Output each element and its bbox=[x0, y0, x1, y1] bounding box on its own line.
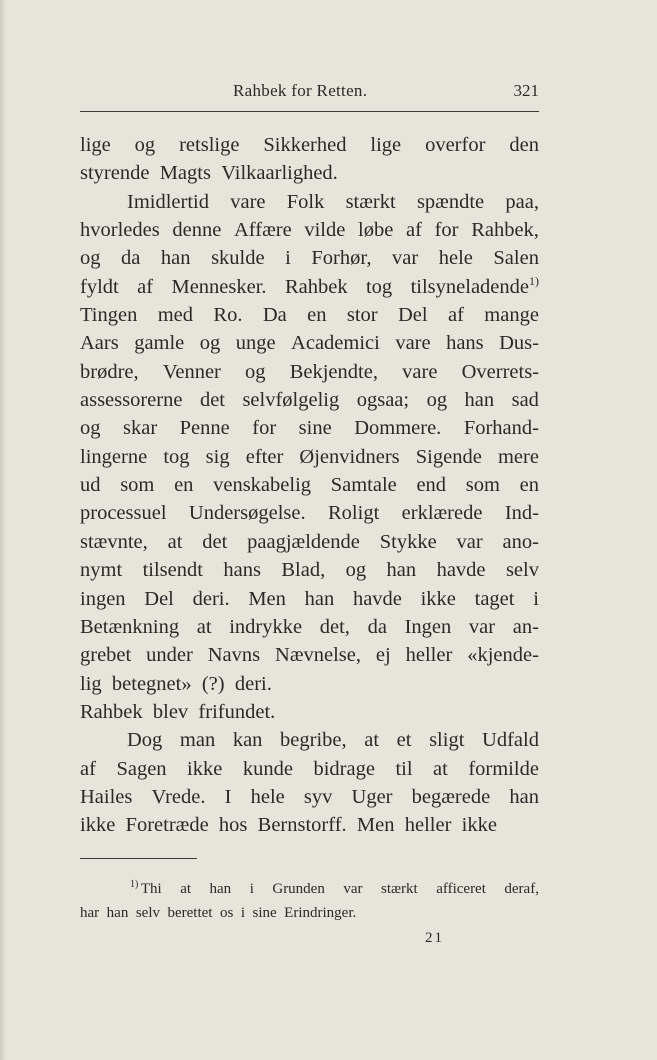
word: Rahbek bbox=[80, 700, 143, 723]
word: processuel bbox=[80, 502, 167, 525]
word: Uger bbox=[351, 785, 393, 808]
text-line bbox=[80, 585, 539, 613]
text-line bbox=[80, 811, 539, 839]
word: Imidlertid bbox=[127, 190, 209, 213]
text-line bbox=[80, 188, 539, 216]
word: Hailes bbox=[80, 785, 133, 808]
word: ikke bbox=[420, 587, 456, 610]
text-line bbox=[80, 358, 539, 386]
word: spændte bbox=[416, 190, 485, 213]
word: syv bbox=[303, 785, 333, 808]
word: paagjældende bbox=[247, 530, 360, 553]
word: et bbox=[396, 729, 412, 752]
header-rule bbox=[80, 111, 539, 112]
word: vare bbox=[395, 332, 431, 355]
word: nymt bbox=[80, 559, 123, 582]
word: stærkt bbox=[345, 190, 396, 213]
word: i bbox=[240, 905, 245, 921]
word: tilsendt bbox=[142, 559, 203, 582]
word: ogsaa; bbox=[356, 389, 410, 412]
word: Navns bbox=[207, 644, 261, 667]
word: indrykke bbox=[229, 615, 303, 638]
word: taget bbox=[474, 587, 515, 610]
word: begærede bbox=[411, 785, 491, 808]
text-line bbox=[80, 329, 539, 357]
word: hans bbox=[446, 332, 484, 355]
word: Folk bbox=[286, 190, 325, 213]
word: Rahbek, bbox=[471, 219, 539, 242]
word: han bbox=[106, 905, 129, 921]
word: Erindringer. bbox=[284, 905, 357, 921]
word: Ind- bbox=[504, 502, 539, 525]
word: da bbox=[121, 247, 141, 270]
word: Foretræde bbox=[125, 814, 209, 837]
word: en bbox=[174, 474, 194, 497]
word: ano- bbox=[502, 530, 539, 553]
word: Vilkaarlighed. bbox=[221, 162, 338, 185]
word: ej bbox=[375, 644, 391, 667]
word: sine bbox=[298, 417, 332, 440]
word: at bbox=[196, 615, 212, 638]
word: som bbox=[465, 474, 500, 497]
word: Forhør, bbox=[311, 247, 372, 270]
word: Stykke bbox=[379, 530, 437, 553]
word: han bbox=[160, 247, 191, 270]
word: Magts bbox=[159, 162, 211, 185]
word: brødre, bbox=[80, 360, 139, 383]
word: Overrets- bbox=[461, 360, 539, 383]
word: os bbox=[219, 905, 234, 921]
word: det, bbox=[319, 615, 350, 638]
word: kunde bbox=[242, 757, 293, 780]
word: hos bbox=[218, 814, 248, 837]
word: selvfølgelig bbox=[242, 389, 340, 412]
word: blev bbox=[152, 700, 189, 723]
word: stærkt bbox=[381, 881, 418, 897]
word: med bbox=[157, 304, 194, 327]
word: fyldt bbox=[80, 275, 119, 298]
word: af bbox=[137, 275, 154, 298]
word: vilde bbox=[304, 219, 346, 242]
word: han bbox=[386, 559, 417, 582]
word: Grunden bbox=[272, 881, 325, 897]
body-text bbox=[80, 131, 539, 840]
word: I bbox=[224, 785, 232, 808]
footnote-ref: 1) bbox=[529, 273, 539, 288]
word: Ro. bbox=[213, 304, 243, 327]
word: og bbox=[199, 332, 221, 355]
word: Dus- bbox=[499, 332, 539, 355]
word: Da bbox=[262, 304, 287, 327]
word: paa, bbox=[505, 190, 539, 213]
word: Blad, bbox=[281, 559, 326, 582]
word: hele bbox=[250, 785, 285, 808]
word: erklærede bbox=[401, 502, 483, 525]
text-line bbox=[80, 670, 539, 698]
word: gamle bbox=[134, 332, 185, 355]
footnote-rule bbox=[80, 858, 197, 859]
word: Bekjendte, bbox=[289, 360, 378, 383]
word: deri. bbox=[234, 672, 272, 695]
text-line bbox=[80, 726, 539, 754]
word: lingerne bbox=[80, 445, 148, 468]
word: grebet bbox=[80, 644, 132, 667]
page-number: 321 bbox=[513, 81, 539, 100]
word: Ingen bbox=[404, 615, 452, 638]
word: Tingen bbox=[80, 304, 138, 327]
word: skulde bbox=[211, 247, 265, 270]
word: var bbox=[392, 247, 419, 270]
word: styrende bbox=[80, 162, 150, 185]
word: Men bbox=[356, 814, 395, 837]
text-line bbox=[80, 301, 539, 329]
word: Sigende bbox=[415, 445, 482, 468]
word: og bbox=[80, 247, 101, 270]
word: som bbox=[120, 474, 155, 497]
word: Academici bbox=[291, 332, 380, 355]
word: berettet bbox=[167, 905, 213, 921]
text-line bbox=[80, 613, 539, 641]
word: (?) bbox=[201, 672, 225, 695]
text-line bbox=[80, 273, 539, 301]
word: hans bbox=[223, 559, 261, 582]
word: af bbox=[447, 304, 464, 327]
word: og bbox=[80, 417, 101, 440]
word: Udfald bbox=[482, 729, 539, 752]
word: under bbox=[146, 644, 193, 667]
word: for bbox=[434, 219, 459, 242]
word: heller bbox=[404, 814, 452, 837]
word: mange bbox=[484, 304, 539, 327]
word: til bbox=[395, 757, 413, 780]
word: da bbox=[367, 615, 387, 638]
footnote-line bbox=[80, 901, 539, 925]
word: Del bbox=[397, 304, 428, 327]
text-line bbox=[80, 443, 539, 471]
word: an- bbox=[512, 615, 539, 638]
word: havde bbox=[352, 587, 402, 610]
text-line bbox=[80, 783, 539, 811]
word: Sikkerhed bbox=[263, 134, 347, 156]
word: efter bbox=[245, 445, 284, 468]
word: deri. bbox=[192, 587, 230, 610]
text-line bbox=[80, 499, 539, 527]
word: vare bbox=[402, 360, 438, 383]
footnotes bbox=[80, 877, 539, 925]
word: Affære bbox=[234, 219, 292, 242]
text-line bbox=[80, 471, 539, 499]
page-edge bbox=[0, 0, 6, 1060]
word: hele bbox=[438, 247, 473, 270]
word: han bbox=[304, 587, 335, 610]
word: tog bbox=[163, 445, 190, 468]
word: var bbox=[456, 530, 483, 553]
word: Dommere. bbox=[354, 417, 442, 440]
word: denne bbox=[172, 219, 222, 242]
word: en bbox=[519, 474, 539, 497]
text-line bbox=[80, 755, 539, 783]
word: Betænkning bbox=[80, 615, 180, 638]
text-line bbox=[80, 131, 539, 159]
word: at bbox=[433, 757, 448, 780]
footnote-line bbox=[80, 877, 539, 901]
word: sad bbox=[511, 389, 539, 412]
word: Samtale bbox=[330, 474, 397, 497]
word: af bbox=[406, 219, 422, 242]
word: han bbox=[209, 881, 232, 897]
word: lige bbox=[370, 134, 402, 156]
word: den bbox=[509, 134, 539, 156]
word: selv bbox=[505, 559, 539, 582]
word: ingen bbox=[80, 587, 126, 610]
word: det bbox=[202, 530, 228, 553]
word: og bbox=[426, 389, 448, 412]
word: i bbox=[285, 247, 291, 270]
word: skar bbox=[123, 417, 158, 440]
word: at bbox=[180, 881, 192, 897]
word: kan bbox=[232, 729, 263, 752]
word: i bbox=[533, 587, 539, 610]
word: frifundet. bbox=[198, 700, 276, 723]
text-line bbox=[80, 528, 539, 556]
word: ikke bbox=[461, 814, 497, 837]
word: retslige bbox=[179, 134, 240, 156]
word: bidrage bbox=[313, 757, 375, 780]
word: unge bbox=[235, 332, 276, 355]
word: han bbox=[509, 785, 539, 808]
word: var bbox=[468, 615, 496, 638]
word: og bbox=[134, 134, 156, 156]
word: for bbox=[252, 417, 277, 440]
word: Salen bbox=[493, 247, 539, 270]
word: Del bbox=[144, 587, 174, 610]
word: Aars bbox=[80, 332, 119, 355]
word: ikke bbox=[80, 814, 116, 837]
word: ikke bbox=[187, 757, 223, 780]
word: hvorledes bbox=[80, 219, 160, 242]
word: $^{1)}$ Thi bbox=[130, 879, 162, 897]
word: Dog bbox=[127, 729, 163, 752]
footnote-marker: 1) bbox=[130, 879, 141, 890]
word: han bbox=[464, 389, 495, 412]
word: og bbox=[345, 559, 367, 582]
word: Mennesker. bbox=[171, 275, 267, 298]
word: sligt bbox=[429, 729, 465, 752]
word: selv bbox=[135, 905, 160, 921]
word: at bbox=[364, 729, 380, 752]
word: Sagen bbox=[116, 757, 167, 780]
word: at bbox=[167, 530, 183, 553]
word: Rahbek bbox=[284, 275, 348, 298]
word: Vrede. bbox=[151, 785, 206, 808]
word: formilde bbox=[468, 757, 539, 780]
word: «kjende- bbox=[467, 644, 539, 667]
word: tog bbox=[365, 275, 393, 298]
text-line bbox=[80, 244, 539, 272]
signature-mark: 21 bbox=[425, 930, 444, 946]
text-line bbox=[80, 216, 539, 244]
word: tilsyneladende$^{1)}$ bbox=[410, 273, 539, 298]
word: assessorerne bbox=[80, 389, 183, 412]
word: Bernstorff. bbox=[257, 814, 347, 837]
word: i bbox=[249, 881, 254, 897]
word: mere bbox=[497, 445, 539, 468]
word: Nævnelse, bbox=[275, 644, 362, 667]
running-title: Rahbek for Retten. bbox=[233, 81, 368, 100]
text-line bbox=[80, 698, 539, 726]
text-line bbox=[80, 386, 539, 414]
word: Roligt bbox=[328, 502, 380, 525]
word: lig bbox=[80, 672, 102, 695]
word: Undersøgelse. bbox=[188, 502, 306, 525]
word: sine bbox=[252, 905, 277, 921]
word: Penne bbox=[179, 417, 230, 440]
word: Forhand- bbox=[463, 417, 539, 440]
text-line bbox=[80, 159, 539, 187]
word: stævnte, bbox=[80, 530, 148, 553]
word: heller bbox=[405, 644, 453, 667]
text-line bbox=[80, 414, 539, 442]
word: vare bbox=[230, 190, 266, 213]
word: det bbox=[199, 389, 225, 412]
word: ud bbox=[80, 474, 101, 497]
word: afficeret bbox=[436, 881, 486, 897]
word: en bbox=[307, 304, 327, 327]
word: begribe, bbox=[280, 729, 347, 752]
word: har bbox=[80, 905, 100, 921]
word: og bbox=[245, 360, 266, 383]
word: var bbox=[343, 881, 363, 897]
word: overfor bbox=[425, 134, 486, 156]
word: havde bbox=[436, 559, 486, 582]
word: betegnet» bbox=[111, 672, 192, 695]
text-line bbox=[80, 556, 539, 584]
word: man bbox=[179, 729, 216, 752]
word: deraf, bbox=[504, 881, 539, 897]
running-head bbox=[80, 81, 539, 105]
word: af bbox=[80, 757, 96, 780]
word: end bbox=[416, 474, 447, 497]
word: Men bbox=[248, 587, 286, 610]
word: løbe bbox=[358, 219, 394, 242]
word: sig bbox=[205, 445, 230, 468]
word: Venner bbox=[162, 360, 221, 383]
word: lige bbox=[80, 134, 111, 156]
word: Øjenvidners bbox=[299, 445, 400, 468]
word: stor bbox=[346, 304, 378, 327]
text-line bbox=[80, 641, 539, 669]
word: venskabelig bbox=[213, 474, 312, 497]
